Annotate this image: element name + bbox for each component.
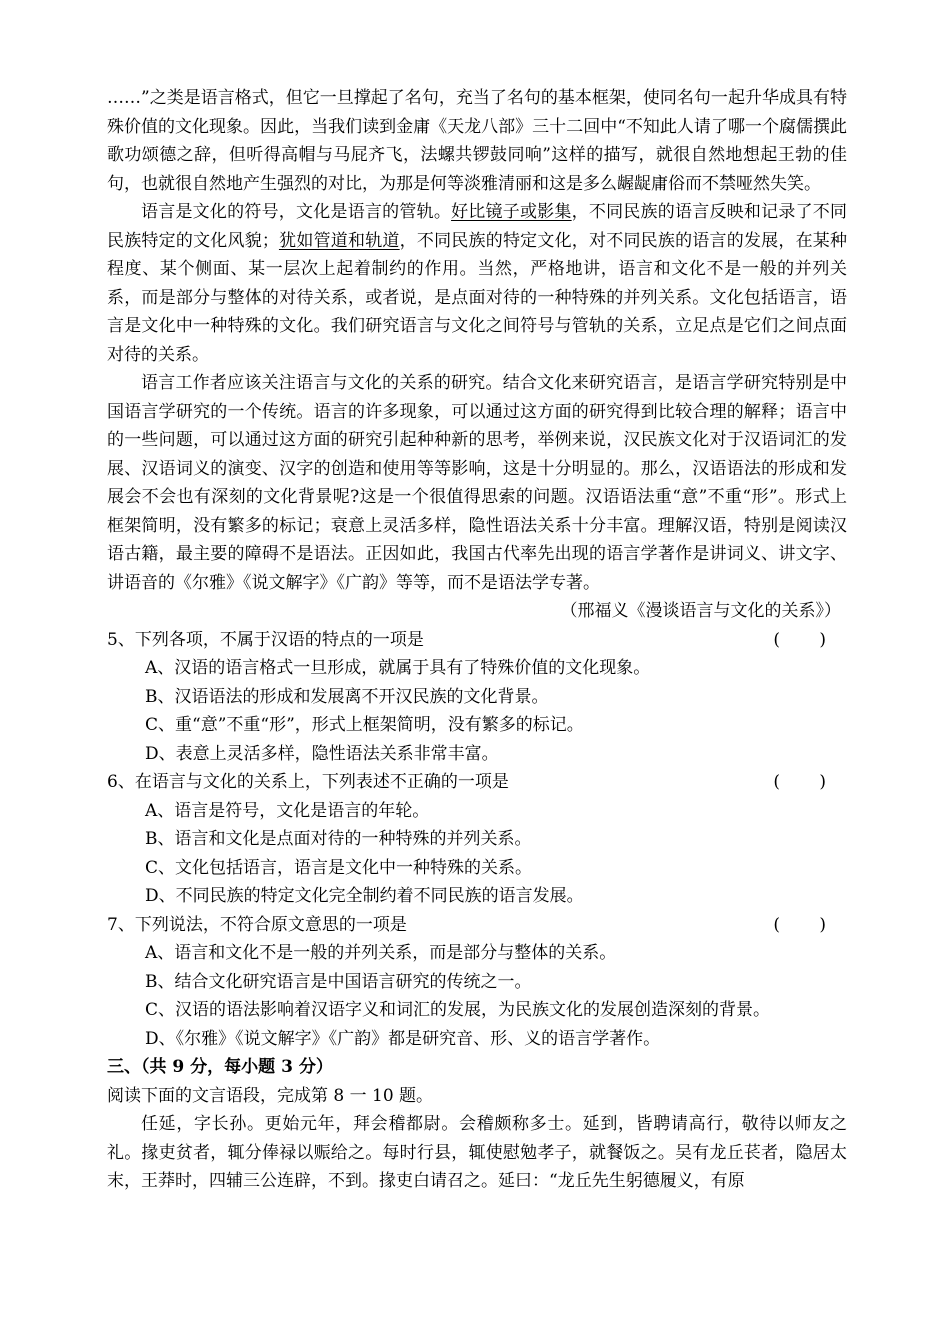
option-b: B、结合文化研究语言是中国语言研究的传统之一。 [145, 971, 532, 992]
answer-bracket: ( ) [773, 629, 827, 650]
option-c: C、文化包括语言，语言是文化中一种特殊的关系。 [145, 857, 533, 878]
p2-text-c: ，不同民族的特定文化，对不同民族的语言的发展，在某种程度、某个侧面、某一层次上起着制约的作用。当然，严格地讲，语言和文化不是一般的并列关系，而是部分与整体的对待关系，或者说，是点面对待的一种特殊的并列关系。文化包括语言，语言是文化中一种特殊的文化。我们研究语言与文化之间符号与管轨的关系，立足点是它们之间点面对待的关系。 [107, 230, 848, 365]
passage-paragraph-1: ……”之类是语言格式，但它一旦撑起了名句，充当了名句的基本框架，使同名句一起升华成具有特殊价值的文化现象。因此，当我们读到金庸《天龙八部》三十二回中“不知此人请了哪一个腐儒撰此歌功颂德之辞，但听得高帽与马屁齐飞，法螺共锣鼓同响”这样的描写，就很自然地想起王勃的佳句，也就很自然地产生强烈的对比，为那是何等淡雅清丽和这是多么龌龊庸俗而不禁哑然失笑。 [107, 88, 847, 194]
option-b: B、语言和文化是点面对待的一种特殊的并列关系。 [145, 829, 532, 849]
option-a: A、语言和文化不是一般的并列关系，而是部分与整体的关系。 [145, 943, 617, 963]
option-a: A、语言是符号，文化是语言的年轮。 [145, 800, 430, 821]
classical-passage: 任延，字长孙。更始元年，拜会稽都尉。会稽颇称多士。延到，皆聘请高行，敬待以师友之礼。掾吏贫者，辄分俸禄以赈给之。每时行县，辄使慰勉孝子，就餐饭之。吴有龙丘苌者，隐居太末，王莽时，四辅三公连辟，不到。掾吏白请召之。延曰：“龙丘先生躬德履义，有原 [107, 1114, 847, 1191]
section-instruction: 阅读下面的文言语段，完成第 8 一 10 题。 [107, 1085, 434, 1106]
question-stem [107, 911, 847, 940]
passage-source: （邢福义《漫谈语言与文化的关系》） [560, 601, 841, 621]
p2-underlined-1: 好比镜子或影集 [451, 202, 572, 222]
question-7-stem: 7、下列说法，不符合原文意思的一项是 [107, 914, 407, 935]
page-content [107, 84, 847, 1196]
option-d: D、《尔雅》《说文解字》《广韵》都是研究音、形、义的语言学著作。 [145, 1028, 661, 1049]
option-a: A、汉语的语言格式一旦形成，就属于具有了特殊价值的文化现象。 [145, 658, 651, 678]
question-5 [107, 626, 847, 769]
question-6 [107, 768, 847, 911]
p2-text-b: ，不同民族的语言反映和记录了不同民族特定的文化风貌； [107, 202, 848, 251]
question-stem [107, 768, 847, 797]
option-c: C、汉语的语法影响着汉语字义和词汇的发展，为民族文化的发展创造深刻的背景。 [145, 1000, 771, 1020]
question-5-stem: 5、下列各项，不属于汉语的特点的一项是 [107, 629, 424, 650]
option-b: B、汉语语法的形成和发展离不开汉民族的文化背景。 [145, 686, 549, 707]
option-d: D、不同民族的特定文化完全制约着不同民族的语言发展。 [145, 886, 584, 906]
passage-paragraph-2 [107, 198, 847, 369]
question-stem [107, 626, 847, 655]
option-c: C、重“意”不重“形”，形式上框架简明，没有繁多的标记。 [145, 715, 584, 735]
p2-underlined-2: 犹如管道和轨道 [278, 230, 400, 251]
answer-bracket: ( ) [773, 772, 827, 792]
answer-bracket: ( ) [773, 914, 827, 935]
question-7 [107, 911, 847, 1054]
option-d: D、表意上灵活多样，隐性语法关系非常丰富。 [145, 743, 499, 764]
section-heading: 三、（共 9 分，每小题 3 分） [107, 1057, 333, 1077]
question-6-stem: 6、在语言与文化的关系上，下列表述不正确的一项是 [107, 772, 509, 792]
passage-paragraph-3: 语言工作者应该关注语言与文化的关系的研究。结合文化来研究语言，是语言学研究特别是中国语言学研究的一个传统。语言的许多现象，可以通过这方面的研究得到比较合理的解释；语言中的一些问题，可以通过这方面的研究引起种种新的思考，举例来说，汉民族文化对于汉语词汇的发展、汉语词义的演变、汉字的创造和使用等等影响，这是十分明显的。那么，汉语语法的形成和发展会不会也有深刻的文化背景呢?这是一个很值得思索的问题。汉语语法重“意”不重“形”。形式上框架简明，没有繁多的标记；衰意上灵活多样，隐性语法关系十分丰富。理解汉语，特别是阅读汉语古籍，最主要的障碍不是语法。正因如此，我国古代率先出现的语言学著作是讲词义、讲文字、讲语音的《尔雅》《说文解字》《广韵》等等，而不是语法学专著。 [107, 373, 847, 593]
p2-text-a: 语言是文化的符号，文化是语言的管轨。 [141, 202, 452, 222]
